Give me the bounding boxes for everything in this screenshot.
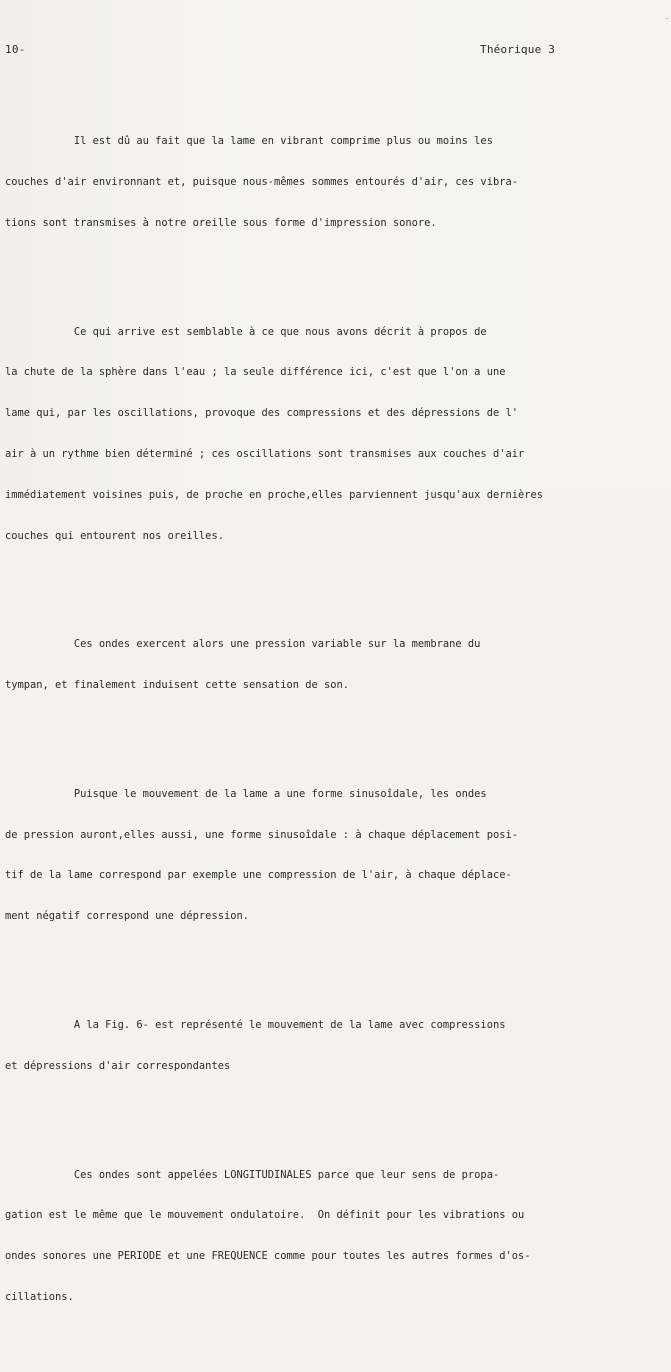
text-line: ondes sonores une PERIODE et une FREQUENCE comme pour toutes les autres formes d'os-: [5, 1250, 531, 1263]
text-line: Ces ondes exercent alors une pression variable sur la membrane du: [5, 638, 481, 651]
text-line: couches qui entourent nos oreilles.: [5, 529, 224, 542]
paragraph: [5, 1141, 585, 1331]
text-line: tions sont transmises à notre oreille sous forme d'impression sonore.: [5, 216, 437, 229]
text-line: ment négatif correspond une dépression.: [5, 910, 249, 923]
text-line: Puisque le mouvement de la lame a une forme sinusoîdale, les ondes: [5, 787, 487, 800]
page-edge-mark: [666, 18, 669, 19]
text-line: Ce qui arrive est semblable à ce que nous avons décrit à propos de: [5, 325, 487, 338]
text-line: couches d'air environnant et, puisque nous-mêmes sommes entourés d'air, ces vibra-: [5, 176, 518, 189]
text-line: immédiatement voisines puis, de proche en proche,elles parviennent jusqu'aux dernières: [5, 488, 543, 501]
paragraph: [5, 761, 585, 951]
text-line: tympan, et finalement induisent cette sensation de son.: [5, 679, 350, 692]
text-line: et dépressions d'air correspondantes: [5, 1059, 231, 1072]
body-text: [5, 81, 585, 1372]
text-line: gation est le même que le mouvement ondulatoire. On définit pour les vibrations ou: [5, 1209, 525, 1222]
text-line: tif de la lame correspond par exemple une compression de l'air, à chaque déplace-: [5, 869, 512, 882]
paragraph: [5, 299, 585, 571]
paragraph: [5, 611, 585, 720]
text-line: cillations.: [5, 1290, 74, 1303]
paragraph: [5, 108, 585, 258]
text-line: de pression auront,elles aussi, une forme sinusoîdale : à chaque déplacement posi-: [5, 828, 518, 841]
section-title: Théorique 3: [480, 43, 556, 56]
text-line: A la Fig. 6- est représenté le mouvement de la lame avec compressions: [5, 1018, 506, 1031]
text-line: la chute de la sphère dans l'eau ; la seule différence ici, c'est que l'on a une: [5, 366, 506, 379]
text-line: lame qui, par les oscillations, provoque des compressions et des dépressions de l': [5, 407, 518, 420]
paragraph: [5, 992, 585, 1101]
text-line: air à un rythme bien déterminé ; ces oscillations sont transmises aux couches d'air: [5, 448, 525, 461]
page-number: 10-: [5, 43, 26, 56]
text-line: Ces ondes sont appelées LONGITUDINALES parce que leur sens de propa-: [5, 1168, 500, 1181]
text-line: Il est dû au fait que la lame en vibrant comprime plus ou moins les: [5, 135, 493, 148]
